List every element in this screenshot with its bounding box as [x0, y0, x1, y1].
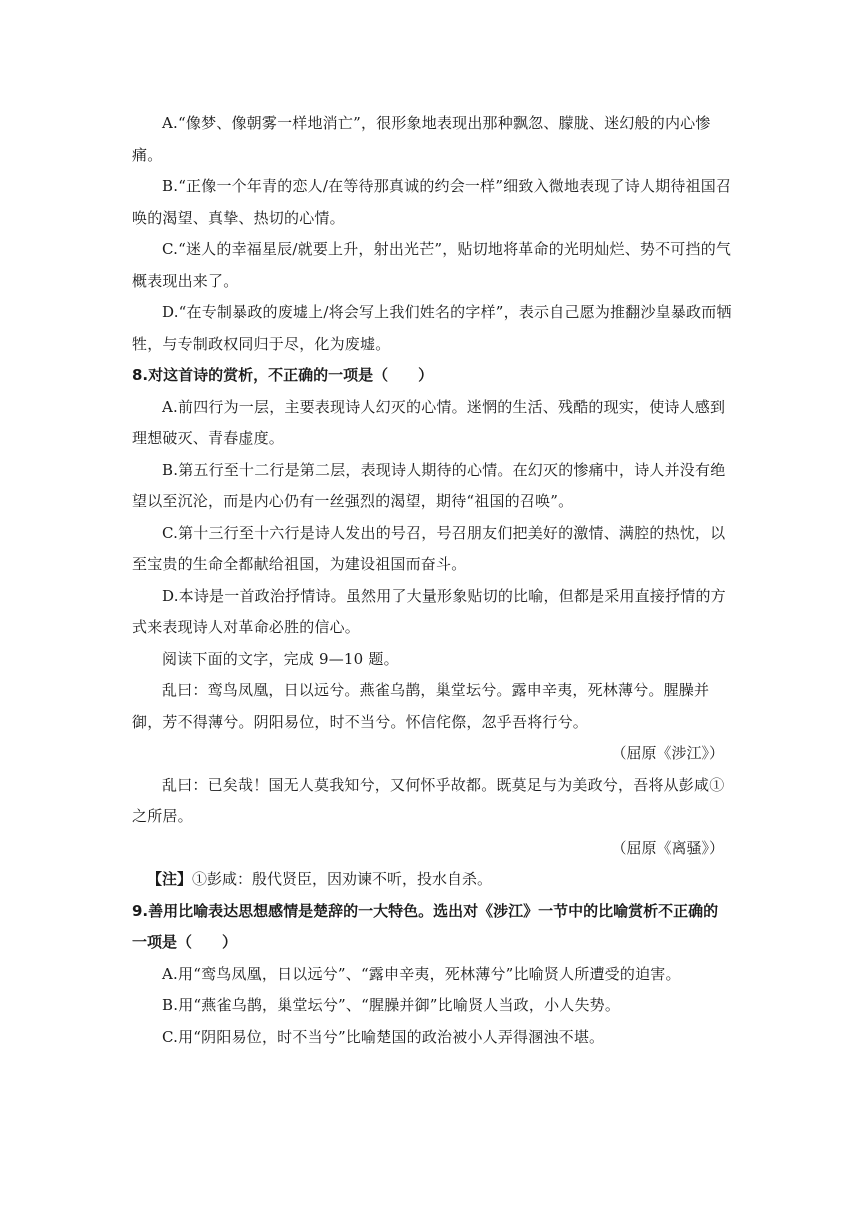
passage-shejiang: 乱曰：鸾鸟凤凰，日以远兮。燕雀乌鹊，巢堂坛兮。露申辛夷，死林薄兮。腥臊并御，芳不得薄兮。阴阳易位，时不当兮。怀信侘傺，忽乎吾将行兮。	[132, 681, 710, 731]
footnote-text: ①彭咸：殷代贤臣，因劝谏不听，投水自杀。	[192, 870, 493, 888]
q8-option-c: C.第十三行至十六行是诗人发出的号召，号召朋友们把美好的激情、满腔的热忱，以至宝贵的生命全都献给祖国，为建设祖国而奋斗。	[132, 523, 726, 573]
q7-option-b: B.“正像一个年青的恋人/在等待那真诚的约会一样”细致入微地表现了诗人期待祖国召唤的渴望、真挚、热切的心情。	[132, 177, 732, 227]
q8-option-d: D.本诗是一首政治抒情诗。虽然用了大量形象贴切的比喻，但都是采用直接抒情的方式来表现诗人对革命必胜的信心。	[132, 586, 726, 636]
document-page	[132, 108, 732, 1053]
q9-stem: 9.善用比喻表达思想感情是楚辞的一大特色。选出对《涉江》一节中的比喻赏析不正确的一项是（ ）	[132, 901, 719, 951]
q7-option-c: C.“迷人的幸福星辰/就要上升，射出光芒”，贴切地将革命的光明灿烂、势不可挡的气概表现出来了。	[132, 240, 732, 290]
q7-option-a: A.“像梦、像朝雾一样地消亡”，很形象地表现出那种飘忽、朦胧、迷幻般的内心惨痛。	[132, 114, 711, 164]
q7-option-d: D.“在专制暴政的废墟上/将会写上我们姓名的字样”，表示自己愿为推翻沙皇暴政而牺牲，与专制政权同归于尽，化为废墟。	[132, 303, 732, 353]
footnote-tag: 【注】	[147, 870, 193, 888]
q9-option-b: B.用“燕雀乌鹊，巢堂坛兮”、“腥臊并御”比喻贤人当政，小人失势。	[162, 996, 621, 1014]
q9-option-c: C.用“阴阳易位，时不当兮”比喻楚国的政治被小人弄得溷浊不堪。	[162, 1027, 605, 1046]
source-lisao: （屈原《离骚》）	[611, 838, 724, 857]
q8-stem: 8.对这首诗的赏析，不正确的一项是（ ）	[132, 366, 434, 384]
q8-option-b: B.第五行至十二行是第二层，表现诗人期待的心情。在幻灭的惨痛中，诗人并没有绝望以至沉沦，而是内心仍有一丝强烈的渴望，期待“祖国的召唤”。	[132, 460, 726, 510]
q8-option-a: A.前四行为一层，主要表现诗人幻灭的心情。迷惘的生活、残酷的现实，使诗人感到理想破灭、青春虚度。	[132, 397, 726, 447]
q9-option-a: A.用“鸾鸟凤凰，日以远兮”、“露申辛夷，死林薄兮”比喻贤人所遭受的迫害。	[162, 964, 681, 983]
source-shejiang: （屈原《涉江》）	[611, 744, 724, 762]
passage-lisao: 乱曰：已矣哉！国无人莫我知兮，又何怀乎故都。既莫足与为美政兮，吾将从彭咸①之所居。	[132, 775, 725, 825]
footnote	[132, 864, 732, 896]
reading-intro: 阅读下面的文字，完成 9—10 题。	[162, 649, 399, 668]
